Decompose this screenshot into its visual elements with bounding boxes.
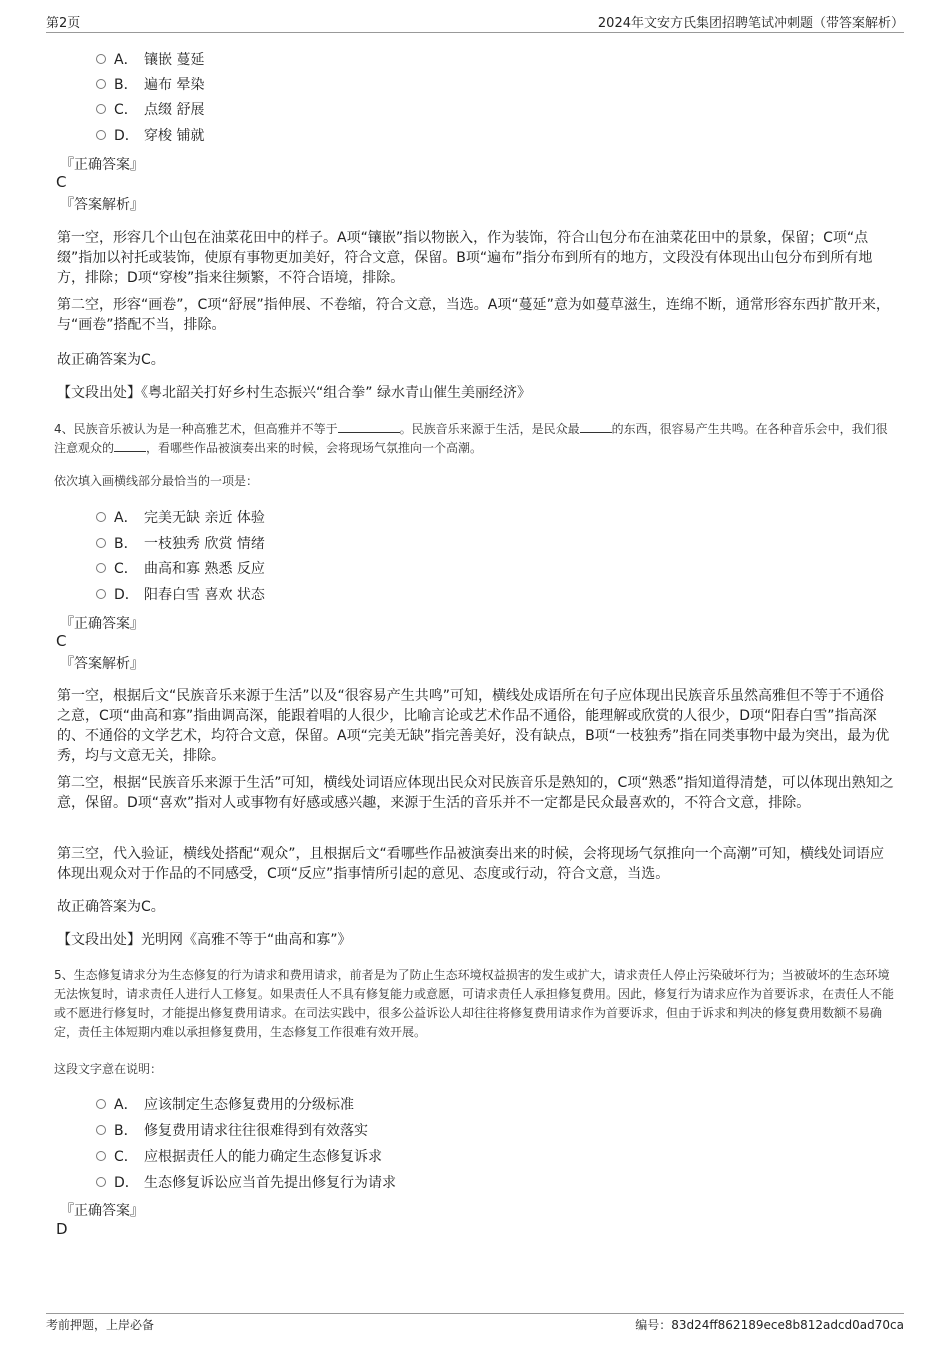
radio-icon[interactable] xyxy=(96,1151,106,1161)
radio-icon[interactable] xyxy=(96,512,106,522)
option-b[interactable]: B． 一枝独秀 欣赏 情绪 xyxy=(96,534,265,554)
option-d[interactable]: D． 穿梭 铺就 xyxy=(96,126,204,146)
question-instruction: 依次填入画横线部分最恰当的一项是： xyxy=(54,474,259,488)
radio-icon[interactable] xyxy=(96,130,106,140)
option-d[interactable]: D． 阳春白雪 喜欢 状态 xyxy=(96,585,265,605)
page-footer xyxy=(46,1313,904,1336)
document-code: 编号：83d24ff862189ece8b812adcd0ad70ca xyxy=(635,1318,904,1332)
analysis-label: 『答案解析』 xyxy=(60,656,144,672)
answer-value: C xyxy=(56,632,67,650)
analysis-paragraph: 第一空，根据后文“民族音乐来源于生活”以及“很容易产生共鸣”可知，横线处成语所在句子应体现出民族音乐虽然高雅但不等于不通俗之意，C项“曲高和寡”指曲调高深，能跟着唱的人很少，比喻言论或艺术作品不通俗，能理解或欣赏的人很少，D项“阳春白雪”指高深的、不通俗的文学艺术，均符合文意，保留。A项“完美无缺”指完善美好，没有缺点，B项“一枝独秀”指在同类事物中最为突出，最为优秀，均与文意无关，排除。 xyxy=(57,688,890,764)
answer-value: D xyxy=(56,1220,68,1238)
question-stem: 4、民族音乐被认为是一种高雅艺术，但高雅并不等于 。民族音乐来源于生活，是民众最 的东西，很容易产生共鸣。在各种音乐会中，我们很注意观众的 ，看哪些作品被演奏出来的时候，会将现场气氛推向一个高潮。 xyxy=(54,422,888,455)
analysis-paragraph: 第二空，根据“民族音乐来源于生活”可知，横线处词语应体现出民众对民族音乐是熟知的，C项“熟悉”指知道得清楚，可以体现出熟知之意，保留。D项“喜欢”指对人或事物有好感或感兴趣，来源于生活的音乐并不一定都是民众最喜欢的，不符合文意，排除。 xyxy=(57,775,894,811)
radio-icon[interactable] xyxy=(96,54,106,64)
analysis-conclusion: 故正确答案为C。 xyxy=(57,899,165,915)
radio-icon[interactable] xyxy=(96,1099,106,1109)
radio-icon[interactable] xyxy=(96,1177,106,1187)
source-note: 【文段出处】光明网《高雅不等于“曲高和寡”》 xyxy=(57,932,352,948)
option-c[interactable]: C． 点缀 舒展 xyxy=(96,100,204,120)
blank-line xyxy=(580,420,612,433)
document-title: 2024年文安方氏集团招聘笔试冲刺题（带答案解析） xyxy=(597,16,904,31)
option-d[interactable]: D． 生态修复诉讼应当首先提出修复行为请求 xyxy=(96,1173,396,1193)
answer-label: 『正确答案』 xyxy=(60,616,144,632)
option-b[interactable]: B． 修复费用请求往往很难得到有效落实 xyxy=(96,1121,368,1141)
radio-icon[interactable] xyxy=(96,79,106,89)
radio-icon[interactable] xyxy=(96,563,106,573)
option-a[interactable]: A． 应该制定生态修复费用的分级标准 xyxy=(96,1095,354,1115)
option-c[interactable]: C． 应根据责任人的能力确定生态修复诉求 xyxy=(96,1147,382,1167)
option-a[interactable]: A． 完美无缺 亲近 体验 xyxy=(96,508,265,528)
blank-line xyxy=(114,439,146,452)
option-b[interactable]: B． 遍布 晕染 xyxy=(96,75,204,95)
analysis-paragraph: 第三空，代入验证，横线处搭配“观众”，且根据后文“看哪些作品被演奏出来的时候，会将现场气氛推向一个高潮”可知，横线处词语应体现出观众对于作品的不同感受，C项“反应”指事情所引起的意见、态度或行动，符合文意，当选。 xyxy=(57,846,885,882)
option-c[interactable]: C． 曲高和寡 熟悉 反应 xyxy=(96,559,265,579)
radio-icon[interactable] xyxy=(96,1125,106,1135)
analysis-paragraph: 第一空，形容几个山包在油菜花田中的样子。A项“镶嵌”指以物嵌入，作为装饰，符合山包分布在油菜花田中的景象，保留；C项“点缀”指加以衬托或装饰，使原有事物更加美好，符合文意，保留。B项“遍布”指分布到所有的地方，文段没有体现出山包分布到所有地方，排除；D项“穿梭”指来往频繁，不符合语境，排除。 xyxy=(57,230,873,286)
blank-line xyxy=(338,420,400,433)
source-note: 【文段出处】《粤北韶关打好乡村生态振兴“组合拳” 绿水青山催生美丽经济》 xyxy=(57,385,531,401)
page-number: 第2页 xyxy=(46,16,81,31)
answer-label: 『正确答案』 xyxy=(60,1203,144,1219)
radio-icon[interactable] xyxy=(96,104,106,114)
question-instruction: 这段文字意在说明： xyxy=(54,1062,163,1076)
analysis-label: 『答案解析』 xyxy=(60,197,144,213)
radio-icon[interactable] xyxy=(96,589,106,599)
radio-icon[interactable] xyxy=(96,538,106,548)
answer-label: 『正确答案』 xyxy=(60,157,144,173)
option-a[interactable]: A． 镶嵌 蔓延 xyxy=(96,50,204,70)
question-stem: 5、生态修复请求分为生态修复的行为请求和费用请求，前者是为了防止生态环境权益损害的发生或扩大，请求责任人停止污染破坏行为；当被破坏的生态环境无法恢复时，请求责任人进行人工修复。如果责任人不具有修复能力或意愿，可请求责任人承担修复费用。因此，修复行为请求应作为首要诉求，在责任人不能或不愿进行修复时，才能提出修复费用请求。在司法实践中，很多公益诉讼人却往往将修复费用请求作为首要诉求，但由于诉求和判决的修复费用数额不易确定，责任主体短期内难以承担修复费用，生态修复工作很难有效开展。 xyxy=(54,968,895,1039)
analysis-conclusion: 故正确答案为C。 xyxy=(57,352,165,368)
answer-value: C xyxy=(56,173,67,191)
page-header xyxy=(46,12,904,33)
footer-slogan: 考前押题，上岸必备 xyxy=(46,1318,155,1332)
analysis-paragraph: 第二空，形容“画卷”，C项“舒展”指伸展、不卷缩，符合文意，当选。A项“蔓延”意为如蔓草滋生，连绵不断，通常形容东西扩散开来，与“画卷”搭配不当，排除。 xyxy=(57,297,890,333)
